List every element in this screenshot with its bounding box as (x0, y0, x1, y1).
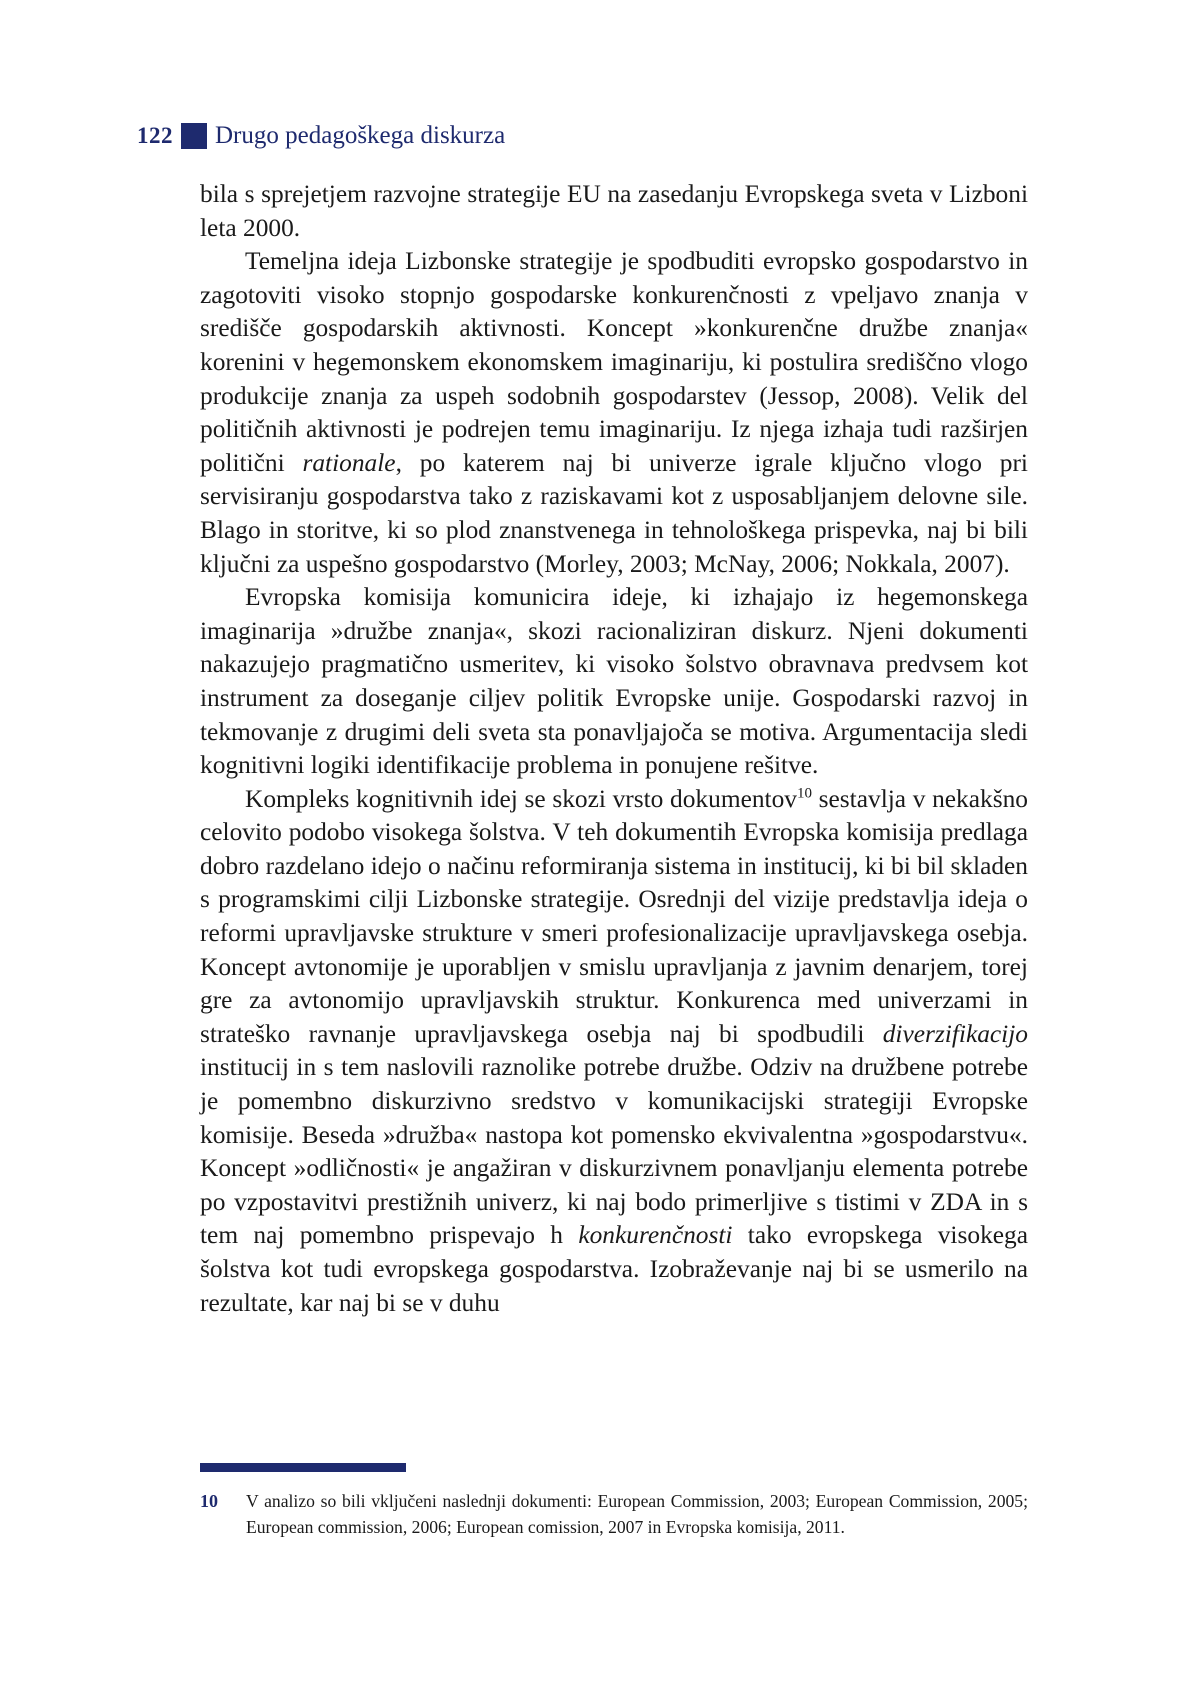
paragraph-4-text-d: tako evropskega visokega šolstva kot tudi evropskega gospodarstva. Izobraževanje naj bi se usmerilo na rezultate, kar naj bi se v duhu (200, 1221, 1028, 1317)
paragraph-4-text-a: Kompleks kognitivnih idej se skozi vrsto dokumentov (245, 784, 797, 813)
italic-konkurencnosti: konkurenčnosti (578, 1221, 733, 1250)
paragraph-2-text-a: Temeljna ideja Lizbonske strategije je spodbuditi evropsko gospodarstvo in zagotoviti visoko stopnjo gospodarske konkurenčnosti z vpeljavo znanja v središče gospodarskih aktivnosti. Koncept »konkurenčne družbe znanja« korenini v hegemonskem ekonomskem imaginariju, ki postulira središčno vlogo produkcije znanja za uspeh sodobnih gospodarstev (Jessop, 2008). Velik del političnih aktivnosti je podrejen temu imaginariju. Iz njega izhaja tudi razširjen politični (200, 247, 1028, 477)
paragraph-3 (200, 581, 1028, 783)
paragraph-4 (200, 783, 1028, 1321)
body-text (200, 178, 1028, 1320)
paragraph-2 (200, 245, 1028, 581)
page-number: 122 (137, 123, 173, 148)
italic-rationale: rationale (302, 448, 396, 477)
footnote-reference: 10 (796, 785, 812, 802)
paragraph-1 (200, 178, 1028, 245)
paragraph-3-text: Evropska komisija komunicira ideje, ki izhajajo iz hegemonskega imaginarija »družbe znanja«, skozi racionaliziran diskurz. Njeni dokumenti nakazujejo pragmatično usmeritev, ki visoko šolstvo obravnava predvsem kot instrument za doseganje ciljev politik Evropske unije. Gospodarski razvoj in tekmovanje z drugimi deli sveta sta ponavljajoča se motiva. Argumentacija sledi kognitivni logiki identifikacije problema in ponujene rešitve. (200, 583, 1028, 780)
paragraph-4-text-c: institucij in s tem naslovili raznolike potrebe družbe. Odziv na družbene potrebe je pomembno diskurzivno sredstvo v komunikacijski strategiji Evropske komisije. Beseda »družba« nastopa kot pomensko ekvivalentna »gospodarstvu«. Koncept »odličnosti« je angažiran v diskurzivnem ponavljanju elementa potrebe po vzpostavitvi prestižnih univerz, ki naj bodo primerljive s tistimi v ZDA in s tem naj pomembno prispevajo h (200, 1053, 1028, 1250)
italic-diverzifikacijo: diverzifikacijo (882, 1019, 1028, 1048)
footnote-divider (200, 1463, 406, 1472)
paragraph-4-text-b: sestavlja v nekakšno celovito podobo visokega šolstva. V teh dokumentih Evropska komisija predlaga dobro razdelano idejo o načinu reformiranja sistema in institucij, ki bi bil skladen s programskimi cilji Lizbonske strategije. Osrednji del vizije predstavlja ideja o reformi upravljavske strukture v smeri profesionalizacije upravljavskega osebja. Koncept avtonomije je uporabljen v smislu upravljanja z javnim denarjem, torej gre za avtonomijo upravljavskih struktur. Konkurenca med univerzami in strateško ravnanje upravljavskega osebja naj bi spodbudili (200, 784, 1028, 1048)
footnote-number: 10 (200, 1491, 218, 1511)
paragraph-2-text-b: , po katerem naj bi univerze igrale ključno vlogo pri servisiranju gospodarstva tako z raziskavami kot z usposabljanjem delovne sile. Blago in storitve, ki so plod znanstvenega in tehnološkega prispevka, naj bi bili ključni za uspešno gospodarstvo (Morley, 2003; McNay, 2006; Nokkala, 2007). (200, 448, 1028, 578)
header-square-icon (181, 123, 207, 149)
running-title: Drugo pedagoškega diskurza (215, 122, 506, 149)
running-header (137, 120, 505, 152)
footnote (200, 1488, 1028, 1540)
paragraph-1-text: bila s sprejetjem razvojne strategije EU na zasedanju Evropskega sveta v Lizboni leta 2000. (200, 180, 1028, 242)
footnote-text: V analizo so bili vključeni naslednji dokumenti: European Commission, 2003; European Commission, 2005; European commission, 2006; European comission, 2007 in Evropska komisija, 2011. (246, 1491, 1028, 1537)
